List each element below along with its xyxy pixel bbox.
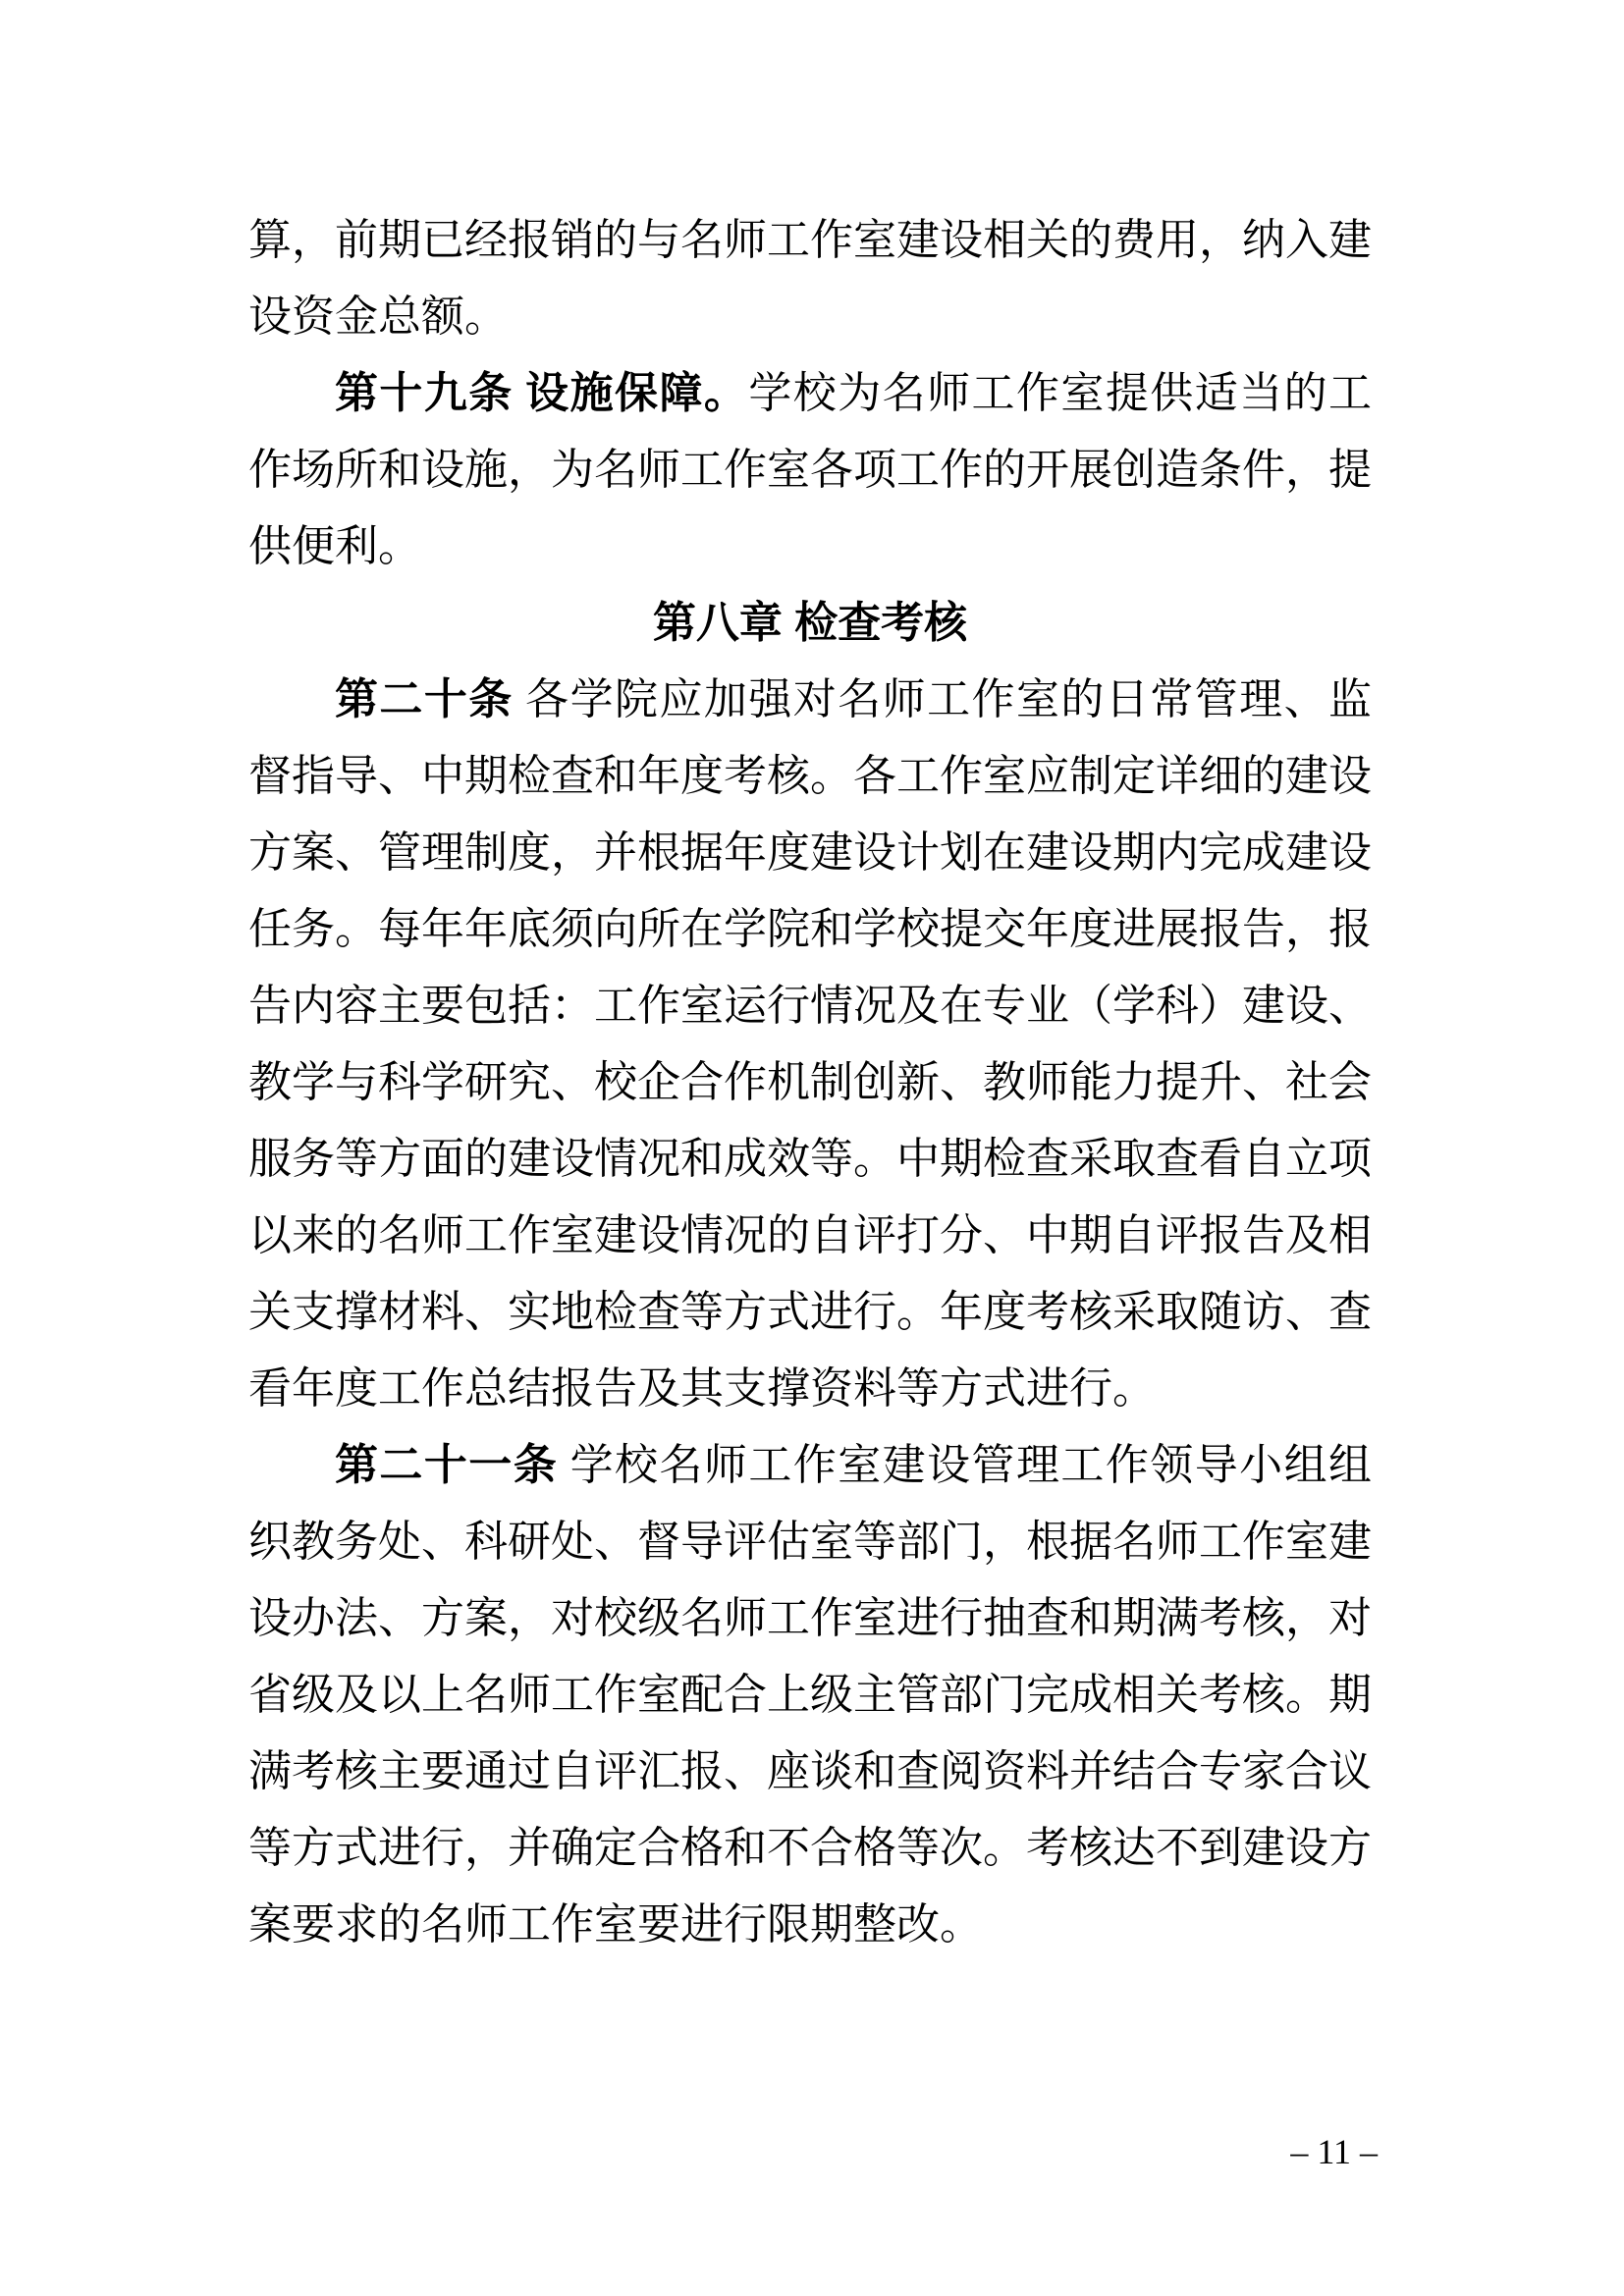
chapter-heading: 第八章 检查考核 (652, 599, 968, 647)
body-text: 算，前期已经报销的与名师工作室建设相关的费用，纳入建设资金总额。 (248, 216, 1372, 341)
body-text: 学校名师工作室建设管理工作领导小组组织教务处、科研处、督导评估室等部门，根据名师工作室建设办法、方案，对校级名师工作室进行抽查和期满考核，对省级及以上名师工作室配合上级主管部门完成相关考核。期满考核主要通过自评汇报、座谈和查阅资料并结合专家合议等方式进行，并确定合格和不合格等次。考核达不到建设方案要求的名师工作室要进行限期整改。 (248, 1441, 1373, 1949)
clause-title: 第十九条 设施保障。 (335, 369, 749, 417)
paragraph (248, 202, 1372, 355)
body-text: 各学院应加强对名师工作室的日常管理、监督指导、中期检查和年度考核。各工作室应制定详细的建设方案、管理制度，并根据年度建设计划在建设期内完成建设任务。每年年底须向所在学院和学校提交年度进展报告，报告内容主要包括：工作室运行情况及在专业（学科）建设、教学与科学研究、校企合作机制创新、教师能力提升、社会服务等方面的建设情况和成效等。中期检查采取查看自立项以来的名师工作室建设情况的自评打分、中期自评报告及相关支撑材料、实地检查等方式进行。年度考核采取随访、查看年度工作总结报告及其支撑资料等方式进行。 (248, 675, 1373, 1413)
paragraph (248, 662, 1372, 1427)
clause-title: 第二十一条 (335, 1441, 559, 1489)
clause-title: 第二十条 (335, 675, 514, 723)
body-text: 学校为名师工作室提供适当的工作场所和设施，为名师工作室各项工作的开展创造条件，提供便利。 (248, 369, 1373, 570)
paragraph (248, 1427, 1372, 1963)
paragraph (248, 355, 1372, 585)
page-number: – 11 – (1290, 2132, 1378, 2171)
document-body (248, 202, 1372, 1963)
